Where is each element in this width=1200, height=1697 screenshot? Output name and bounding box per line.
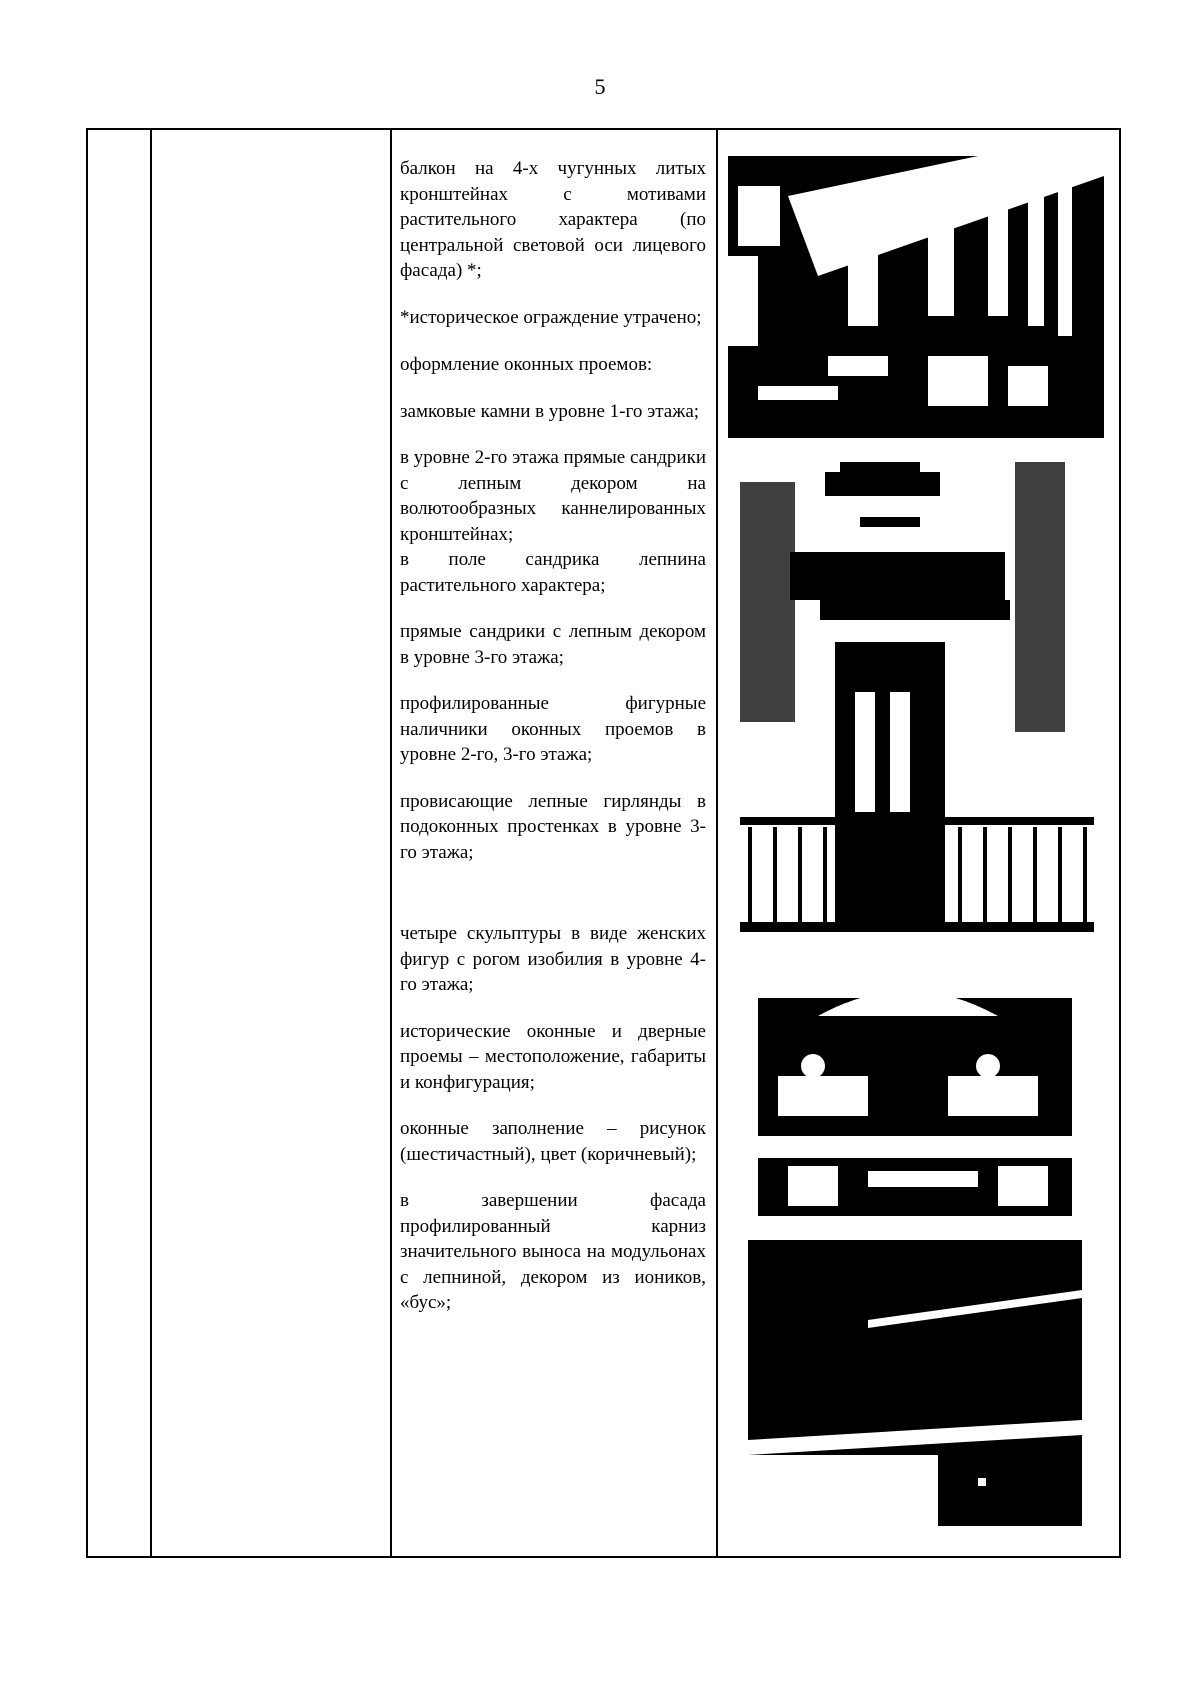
page-number: 5 <box>594 74 606 99</box>
para-window-filling: оконные заполнение – рисунок (шестичастный), цвет (коричневый); <box>400 1118 706 1165</box>
description-column <box>400 156 706 1337</box>
para-sandriks-3rd-floor: прямые сандрики с лепным декором в уровне 3-го этажа; <box>400 621 706 668</box>
column-divider-1 <box>150 128 152 1558</box>
para-garlands: провисающие лепные гирлянды в подоконных простенках в уровне 3-го этажа; <box>400 790 706 863</box>
column-divider-2 <box>390 128 392 1558</box>
para-cornice: в завершении фасада профилированный карниз значительного выноса на модульонах с лепниной, декором из иоников, «бус»; <box>400 1190 706 1313</box>
para-lost-fence: *историческое ограждение утрачено; <box>400 306 702 328</box>
photo-window-sandrik <box>740 462 1094 932</box>
para-sandriks-2nd-floor: в уровне 2-го этажа прямые сандрики с лепным декором на волютообразных каннелированных кронштейнах; в поле сандрика лепнина растительного характера; <box>400 447 706 596</box>
para-window-design: оформление оконных проемов: <box>400 354 653 375</box>
photo-sculptures <box>758 956 1072 1216</box>
para-window-frames: профилированные фигурные наличники оконных проемов в уровне 2-го, 3-го этажа; <box>400 693 706 765</box>
column-divider-3 <box>716 128 718 1558</box>
para-keystones: замковые камни в уровне 1-го этажа; <box>400 400 700 422</box>
photo-balcony <box>728 156 1104 438</box>
photo-cornice <box>748 1240 1082 1526</box>
para-balcony: балкон на 4-х чугунных литых кронштейнах с мотивами растительного характера (по центральной световой оси лицевого фасада) *; <box>400 158 706 281</box>
para-openings: исторические оконные и дверные проемы – местоположение, габариты и конфигурация; <box>400 1020 706 1093</box>
para-sculptures: четыре скульптуры в виде женских фигур с рогом изобилия в уровне 4-го этажа; <box>400 923 706 995</box>
